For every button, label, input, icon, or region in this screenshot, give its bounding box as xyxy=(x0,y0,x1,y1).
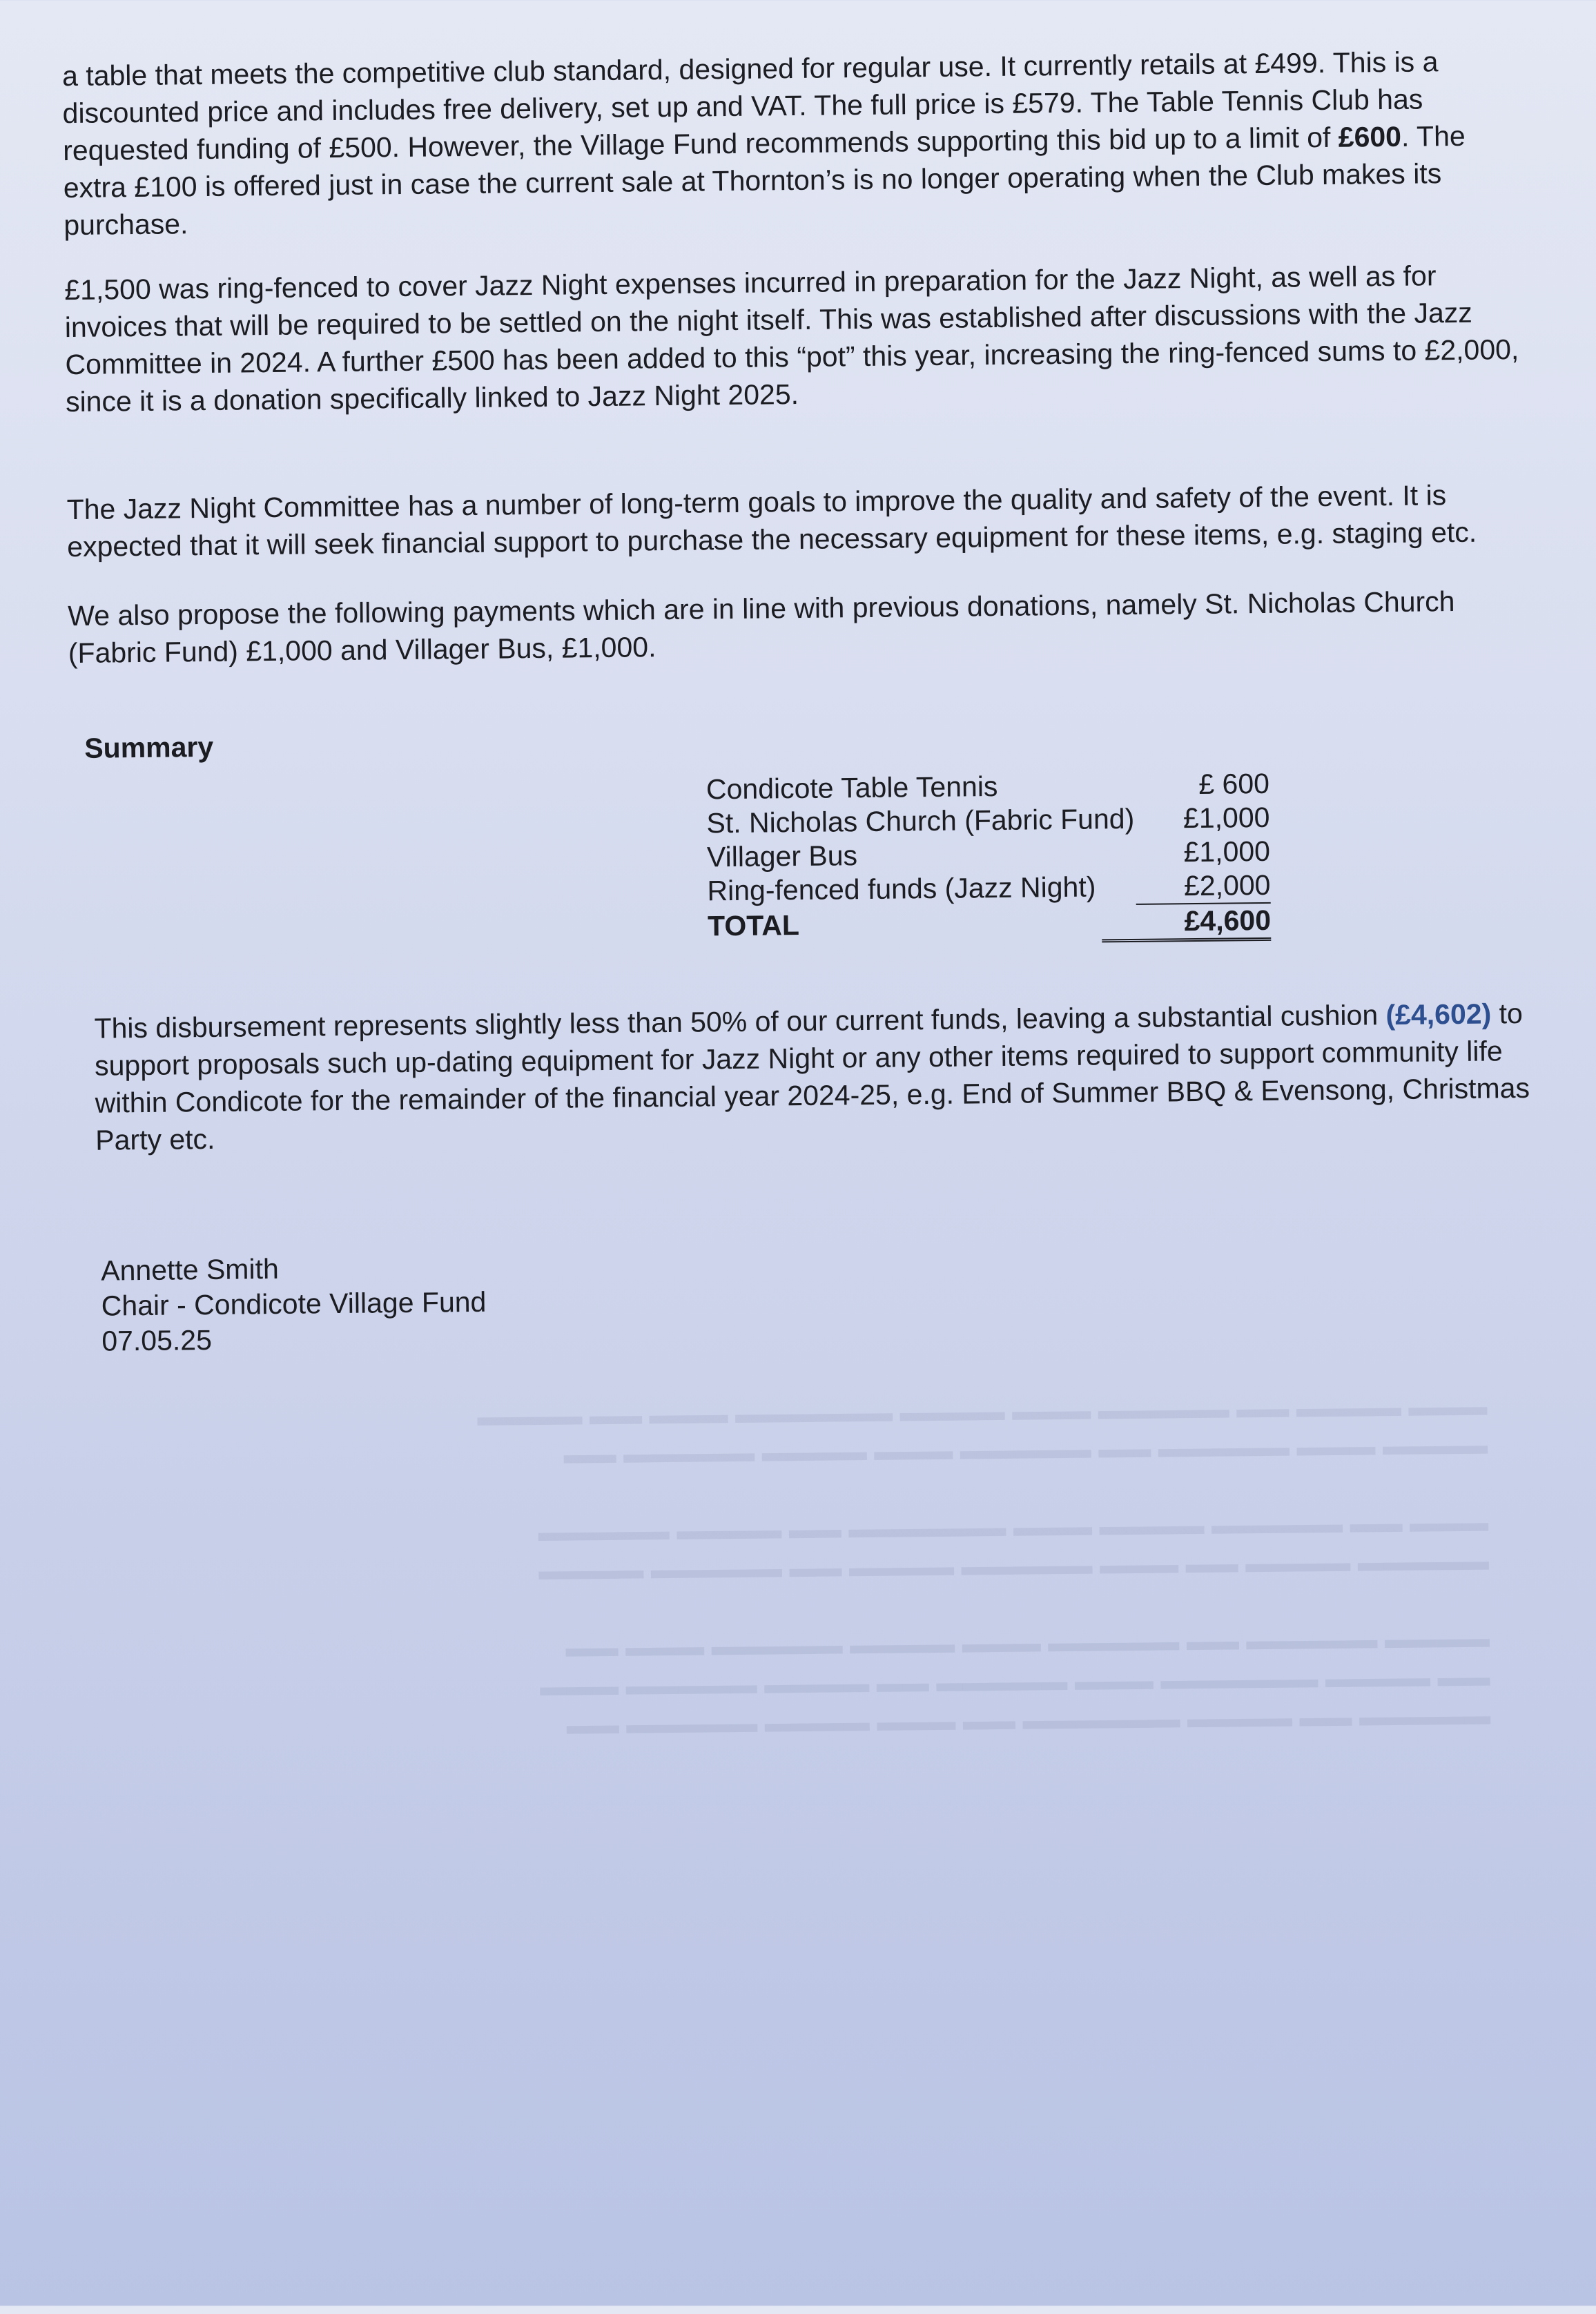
summary-row-label: Condicote Table Tennis xyxy=(705,770,998,806)
paragraph-jazz-goals: The Jazz Night Committee has a number of long-term goals to improve the quality and safety of the event. It is expected that it will seek financial support to purchase the necessary equipment for these items, e.g. staging etc. xyxy=(66,479,1477,563)
summary-table xyxy=(706,767,1272,947)
signatory-title: Chair - Condicote Village Fund xyxy=(101,1285,487,1322)
paragraph-disbursement-text-2: to support proposals such up-dating equipment for Jazz Night or any other items required to support community life within Condicote for the remainder of the financial year 2024-25, e.g. End of Summer BBQ & Evensong, Christmas Party etc. xyxy=(94,998,1530,1156)
paragraph-table-tennis-text-2: . The extra £100 is offered just in case the current sale at Thornton’s is no longer operating when the Club makes its purchase. xyxy=(63,119,1466,242)
cushion-amount: (£4,602) xyxy=(1385,998,1492,1031)
summary-row-ringfenced xyxy=(707,868,1270,910)
summary-row-villager-bus xyxy=(707,835,1270,875)
bleed-through-texture: ▬▬▬ ▬▬▬▬ ▬▬ ▬▬▬▬▬ ▬▬▬ ▬▬▬▬ ▬▬▬▬▬▬ ▬▬▬ ▬▬ ▬▬▬▬ ▬▬▬▬ ▬▬▬ ▬▬▬▬▬ ▬▬ ▬▬▬▬▬ ▬▬▬ ▬▬▬▬ ▬▬▬▬▬ ▬▬ ▬▬▬ ▬▬ ▬▬▬▬▬ ▬▬▬▬ ▬▬▬ ▬▬▬▬▬▬ ▬▬ ▬▬▬▬ ▬▬▬▬▬ ▬▬▬▬▬ ▬▬▬▬ ▬▬ ▬▬▬ ▬▬▬▬▬ ▬▬▬▬ ▬▬ ▬▬▬▬▬ ▬▬▬▬ ▬▬▬▬ ▬▬▬▬▬ ▬▬ ▬▬▬▬▬ ▬▬▬ ▬▬▬▬ ▬▬▬▬▬ ▬▬▬ ▬▬ ▬▬ ▬▬▬▬ ▬▬▬▬▬▬ ▬▬▬ ▬▬▬▬▬ ▬▬ ▬▬▬▬ ▬▬▬▬▬ ▬▬▬ ▬▬▬▬▬ ▬▬ ▬▬▬▬ ▬▬▬▬▬▬ ▬▬ ▬▬▬ ▬▬▬▬ ▬▬▬▬▬ ▬▬ xyxy=(477,1392,1491,1740)
signature-date: 07.05.25 xyxy=(101,1323,213,1357)
summary-total-label: TOTAL xyxy=(707,909,800,942)
summary-total-amount: £4,600 xyxy=(1101,904,1271,943)
paragraph-jazz-ringfence: £1,500 was ring-fenced to cover Jazz Night expenses incurred in preparation for the Jazz Night, as well as for invoices that will be required to be settled on the night itself. This was established after discussions with the Jazz Committee in 2024. A further £500 has been added to this “pot” this year, increasing the ring-fenced sums to £2,000, since it is a donation specifically linked to Jazz Night 2025. xyxy=(64,260,1519,418)
summary-row-amount: £1,000 xyxy=(1183,801,1270,835)
summary-row-label: Ring-fenced funds (Jazz Night) xyxy=(707,871,1096,907)
summary-row-church xyxy=(706,801,1269,841)
summary-row-label: Villager Bus xyxy=(706,839,858,873)
signatory-name: Annette Smith xyxy=(100,1252,279,1287)
summary-row-label: St. Nicholas Church (Fabric Fund) xyxy=(706,802,1135,839)
summary-row-table-tennis xyxy=(706,767,1269,807)
paragraph-table-tennis-text-1: a table that meets the competitive club standard, designed for regular use. It currently retails at £499. This is a discounted price and includes free delivery, set up and VAT. The full price is £579. The Table Tennis Club has requested funding of £500. However, the Village Fund recommends supporting this bid up to a limit of xyxy=(61,46,1439,167)
paragraph-disbursement xyxy=(94,995,1538,1159)
summary-row-total xyxy=(708,904,1272,947)
summary-row-amount: £ 600 xyxy=(1198,767,1270,800)
summary-row-amount: £2,000 xyxy=(1136,868,1271,905)
signature-block xyxy=(101,1250,487,1359)
paragraph-disbursement-text-1: This disbursement represents slightly less than 50% of our current funds, leaving a substantial cushion xyxy=(94,999,1386,1044)
paragraph-proposed-payments: We also propose the following payments which are in line with previous donations, namely St. Nicholas Church (Fabric Fund) £1,000 and Villager Bus, £1,000. xyxy=(68,585,1455,670)
table-tennis-limit-amount: £600 xyxy=(1338,120,1402,153)
summary-heading: Summary xyxy=(84,730,214,764)
summary-row-amount: £1,000 xyxy=(1183,835,1271,868)
paragraph-table-tennis xyxy=(62,42,1528,244)
